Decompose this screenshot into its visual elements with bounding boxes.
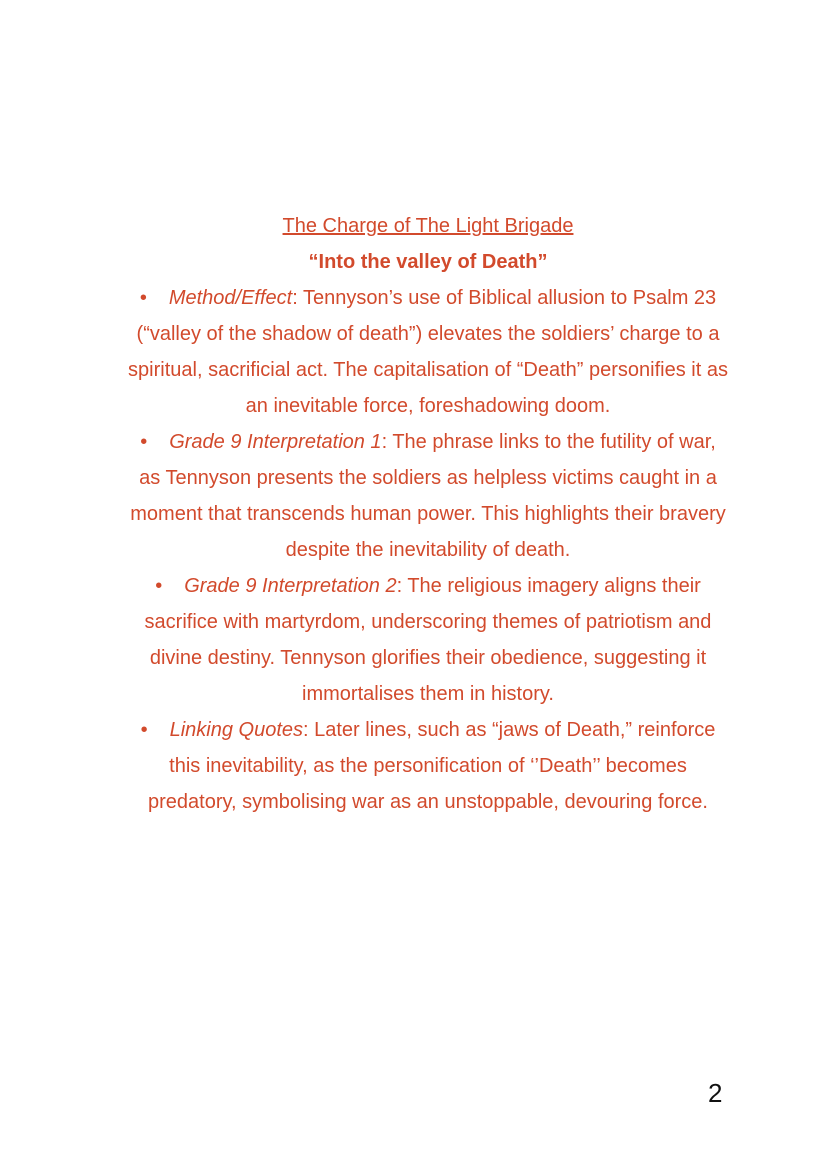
bullet-icon: • [155,575,163,597]
item-label: Method/Effect [168,287,293,309]
item-text: : The religious imagery aligns their sacrifice with martyrdom, underscoring themes of patriotism and divine destiny. Tennyson glorifies their obedience, suggesting it immortalises them in history. [144,575,712,705]
item-label: Linking Quotes [169,719,304,741]
list-item [128,424,728,568]
item-text: : The phrase links to the futility of war, as Tennyson presents the soldiers as helpless victims caught in a moment that transcends human power. This highlights their bravery despite the inevitability of death. [130,431,726,561]
list-item [128,280,728,424]
document-title: The Charge of The Light Brigade [282,215,574,237]
item-label: Grade 9 Interpretation 2 [184,575,397,597]
item-text: : Later lines, such as “jaws of Death,” reinforce this inevitability, as the personification of ‘’Death’’ becomes predatory, symbolising war as an unstoppable, devouring force. [148,719,716,813]
bullet-icon: • [139,287,147,309]
key-quote: “Into the valley of Death” [308,251,548,273]
item-label: Grade 9 Interpretation 1 [169,431,382,453]
item-text: : Tennyson’s use of Biblical allusion to Psalm 23 (“valley of the shadow of death”) elevates the soldiers’ charge to a spiritual, sacrificial act. The capitalisation of “Death” personifies it as an inevitable force, foreshadowing doom. [128,287,728,417]
bullet-icon: • [140,431,148,453]
list-item [128,712,728,820]
list-item [128,568,728,712]
bullet-icon: • [140,719,148,741]
page-number: 2 [708,1078,723,1108]
document-body [128,208,728,820]
